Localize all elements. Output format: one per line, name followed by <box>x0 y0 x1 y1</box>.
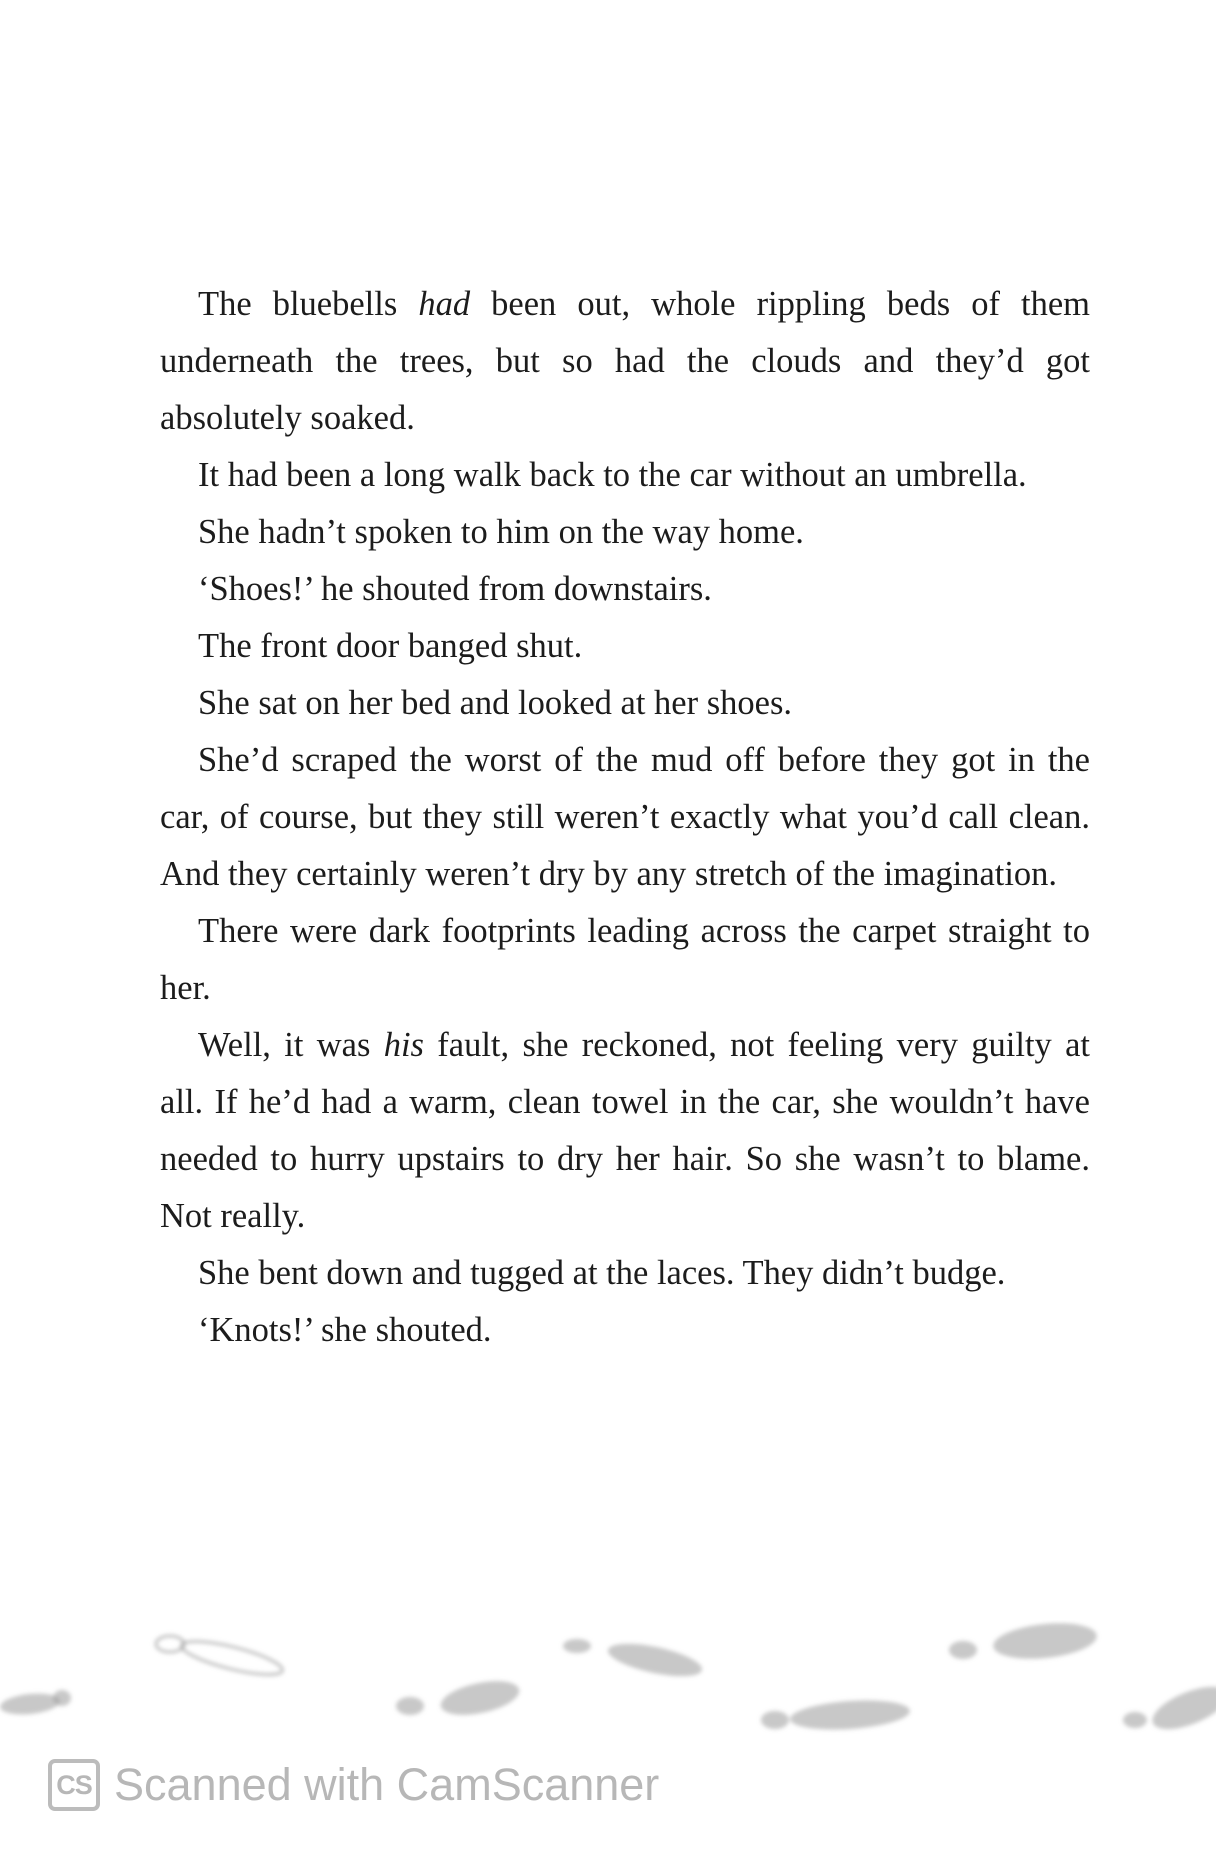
paragraph <box>160 675 1090 732</box>
paragraph-text: been out, whole rippling beds of them underneath the trees, but so had the clouds and they’d got absolutely soaked. <box>160 285 1090 437</box>
paragraph <box>160 504 1090 561</box>
paragraph-text: ‘Knots!’ she shouted. <box>198 1311 492 1349</box>
footprints-icon <box>0 1620 1216 1740</box>
paragraph-text: The bluebells <box>198 285 419 323</box>
paragraph-text: It had been a long walk back to the car without an umbrella. <box>198 456 1027 494</box>
paragraph-text: She sat on her bed and looked at her shoes. <box>198 684 793 722</box>
paragraph-text: ‘Shoes!’ he shouted from downstairs. <box>198 570 712 608</box>
camscanner-watermark <box>48 1755 659 1815</box>
paragraph-text: Well, it was <box>198 1026 384 1064</box>
paragraph <box>160 732 1090 903</box>
paragraph-text: She bent down and tugged at the laces. They didn’t budge. <box>198 1254 1006 1292</box>
paragraph <box>160 903 1090 1017</box>
paragraph <box>160 1017 1090 1245</box>
paragraph-text: She hadn’t spoken to him on the way home. <box>198 513 804 551</box>
paragraph-text: The front door banged shut. <box>198 627 583 665</box>
paragraph <box>160 618 1090 675</box>
paragraph <box>160 561 1090 618</box>
camscanner-logo-icon: CS <box>48 1759 100 1811</box>
paragraph <box>160 447 1090 504</box>
paragraph-text: fault, she reckoned, not feeling very guilty at all. If he’d had a warm, clean towel in the car, she wouldn’t have needed to hurry upstairs to dry her hair. So she wasn’t to blame. Not really. <box>160 1026 1090 1235</box>
italic-text: his <box>383 1026 424 1064</box>
paragraph <box>160 276 1090 447</box>
italic-text: had <box>418 285 471 323</box>
paragraph-text: She’d scraped the worst of the mud off before they got in the car, of course, but they still weren’t exactly what you’d call clean. And they certainly weren’t dry by any stretch of the imagination. <box>160 741 1090 893</box>
paragraph <box>160 1245 1090 1302</box>
paragraph <box>160 1302 1090 1359</box>
watermark-text: Scanned with CamScanner <box>114 1759 660 1810</box>
story-text <box>160 276 1090 1359</box>
paragraph-text: There were dark footprints leading across the carpet straight to her. <box>160 912 1090 1007</box>
